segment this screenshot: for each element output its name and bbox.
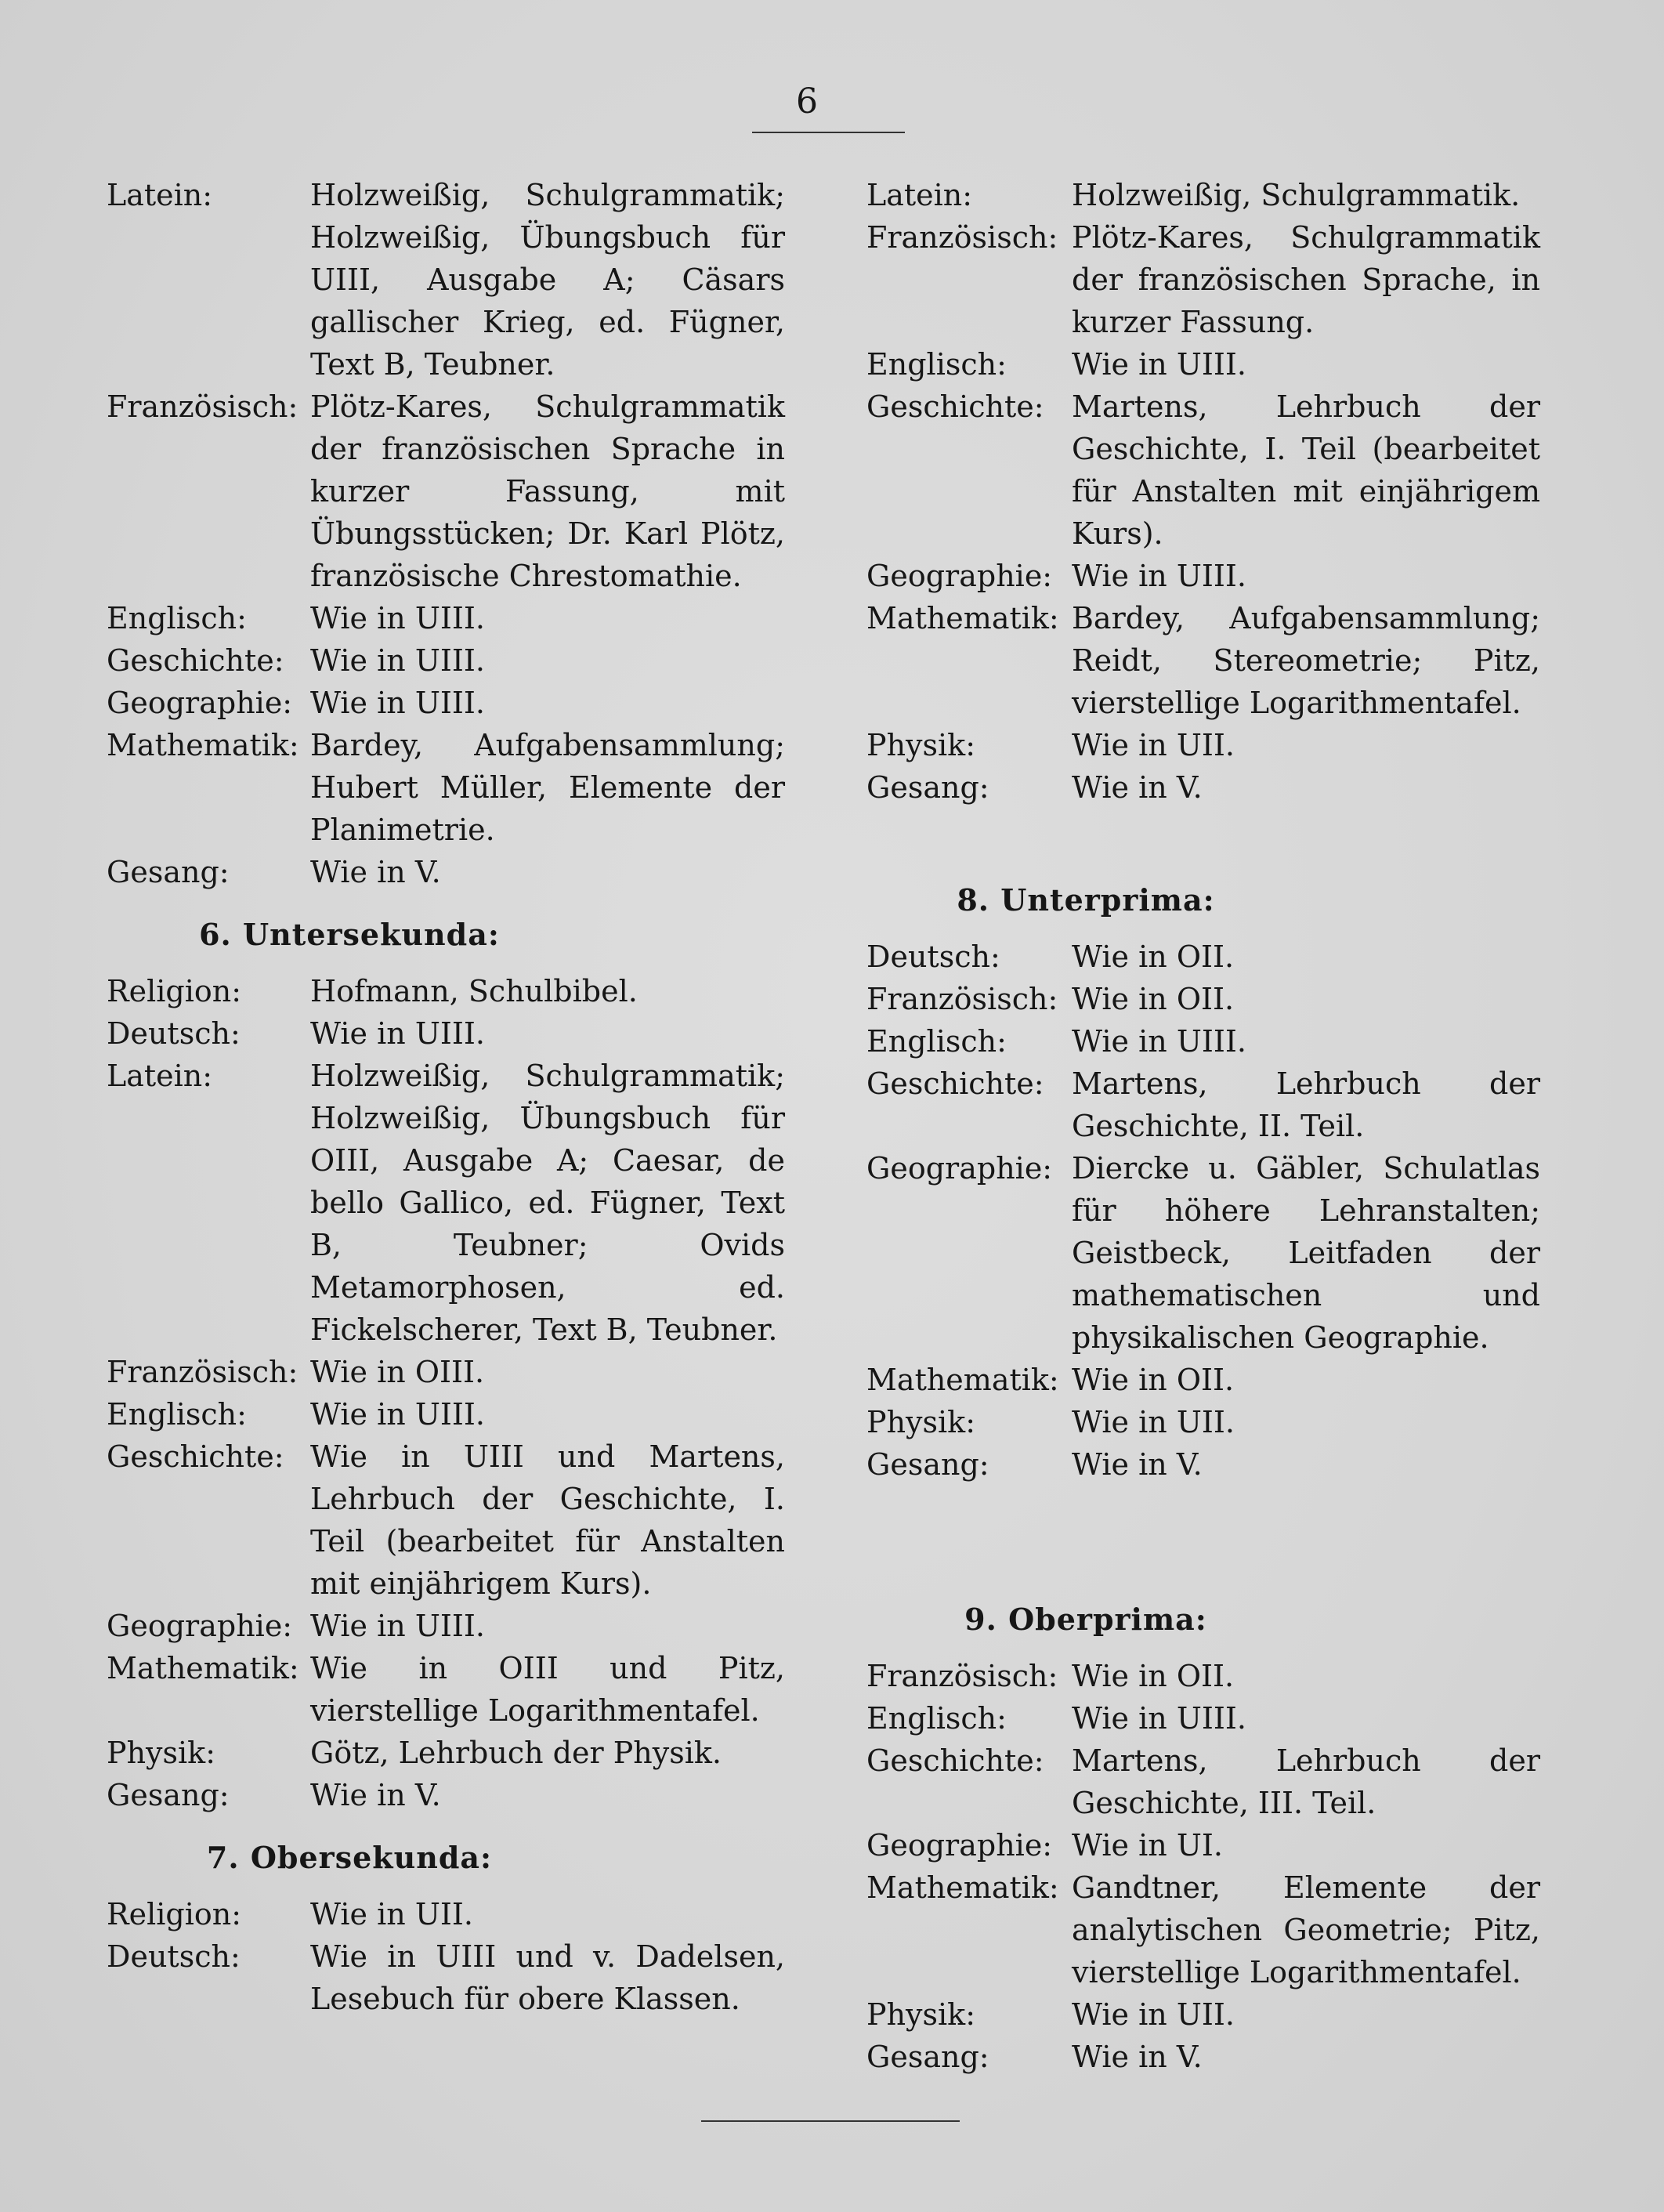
book-entry: [107, 970, 785, 1012]
book-text: Wie in OII.: [1072, 939, 1235, 974]
book-entry: [107, 1393, 785, 1435]
book-text: Wie in UIII.: [310, 1016, 485, 1051]
book-text: Wie in UIII.: [310, 686, 485, 720]
left-column: [107, 174, 785, 2020]
book-text: Wie in OII.: [1072, 1363, 1235, 1397]
book-entry: [866, 1443, 1540, 1486]
book-text: Martens, Lehrbuch der Geschichte, II. Teil.: [1072, 1066, 1540, 1143]
section-heading-untersekunda: 6. Untersekunda:: [199, 917, 500, 952]
book-text: Wie in UIII.: [310, 1397, 485, 1432]
subject-label: Englisch:: [866, 1701, 1007, 1736]
book-entry: [866, 936, 1540, 978]
subject-label: Geschichte:: [107, 1439, 284, 1474]
book-text: Wie in UIII und v. Dadelsen, Lesebuch für obere Klassen.: [310, 1939, 785, 2016]
book-text: Wie in UIII.: [1072, 1024, 1246, 1059]
book-text: Wie in V.: [1072, 770, 1203, 805]
book-text: Wie in OII.: [1072, 1659, 1235, 1693]
book-text: Wie in UII.: [1072, 1405, 1235, 1439]
book-text: Bardey, Aufgabensammlung; Hubert Müller, Elemente der Planimetrie.: [310, 728, 785, 847]
subject-label: Französisch:: [866, 982, 1058, 1016]
header-rule: [752, 132, 905, 133]
book-text: Wie in OIII.: [310, 1355, 485, 1389]
book-text: Wie in UIII.: [310, 601, 485, 635]
book-entry: [107, 682, 785, 724]
book-entry: [107, 1012, 785, 1055]
subject-label: Englisch:: [866, 347, 1007, 382]
book-text: Wie in V.: [310, 855, 441, 889]
book-text: Wie in UII.: [1072, 1997, 1235, 2032]
book-text: Diercke u. Gäbler, Schulatlas für höhere Lehranstalten; Geistbeck, Leitfaden der mathematischen und physikalischen Geographie.: [1072, 1151, 1540, 1355]
book-text: Holzweißig, Schulgrammatik; Holzweißig, Übungsbuch für OIII, Ausgabe A; Caesar, de bello Gallico, ed. Fügner, Text B, Teubner; Ovids Metamorphosen, ed. Fickelscherer, Text B, Teubner.: [310, 1059, 785, 1347]
book-entry: [866, 343, 1540, 386]
book-entry: [866, 1147, 1540, 1359]
subject-label: Mathematik:: [107, 1651, 299, 1685]
book-entry: [866, 1993, 1540, 2036]
subject-label: Französisch:: [866, 220, 1058, 255]
subject-label: Gesang:: [866, 770, 989, 805]
subject-label: Deutsch:: [107, 1016, 241, 1051]
left-top-list: [107, 174, 785, 893]
section-heading-unterprima: 8. Unterprima:: [957, 882, 1215, 918]
book-text: Hofmann, Schulbibel.: [310, 974, 638, 1008]
book-entry: [866, 1020, 1540, 1063]
book-text: Wie in UIII.: [1072, 559, 1246, 593]
subject-label: Religion:: [107, 974, 242, 1008]
book-entry: [866, 978, 1540, 1020]
right-top-list: [866, 174, 1540, 809]
subject-label: Französisch:: [866, 1659, 1058, 1693]
subject-label: Physik:: [107, 1736, 215, 1770]
book-text: Gandtner, Elemente der analytischen Geometrie; Pitz, vierstellige Logarithmentafel.: [1072, 1870, 1540, 1989]
subject-label: Geschichte:: [866, 1743, 1044, 1778]
spacer: [866, 1486, 1540, 1578]
subject-label: Englisch:: [107, 1397, 247, 1432]
obersekunda-list: [107, 1893, 785, 2020]
subject-label: Französisch:: [107, 389, 298, 424]
section-heading-obersekunda: 7. Obersekunda:: [206, 1840, 493, 1875]
subject-label: Französisch:: [107, 1355, 298, 1389]
book-entry: [107, 1647, 785, 1732]
right-column: [866, 174, 1540, 2078]
book-text: Wie in UIII.: [310, 643, 485, 678]
book-text: Wie in UII.: [310, 1897, 473, 1931]
book-entry: [866, 597, 1540, 724]
book-entry: [107, 386, 785, 597]
book-entry: [107, 1732, 785, 1774]
book-text: Wie in UIII.: [1072, 1701, 1246, 1736]
book-text: Wie in UIII und Martens, Lehrbuch der Geschichte, I. Teil (bearbeitet für Anstalten mit einjährigem Kurs).: [310, 1439, 785, 1601]
subject-label: Geographie:: [866, 1828, 1053, 1863]
subject-label: Gesang:: [107, 855, 230, 889]
subject-label: Geographie:: [107, 1609, 293, 1643]
book-text: Wie in OIII und Pitz, vierstellige Logarithmentafel.: [310, 1651, 785, 1728]
book-entry: [866, 1740, 1540, 1824]
subject-label: Mathematik:: [866, 1870, 1059, 1905]
book-text: Wie in UIII.: [1072, 347, 1246, 382]
book-entry: [866, 216, 1540, 343]
book-entry: [866, 2036, 1540, 2078]
subject-label: Physik:: [866, 1997, 975, 2032]
book-entry: [866, 1401, 1540, 1443]
spacer: [866, 809, 1540, 859]
book-entry: [107, 639, 785, 682]
book-text: Wie in OII.: [1072, 982, 1235, 1016]
book-text: Wie in V.: [1072, 2040, 1203, 2074]
page-number: 6: [796, 81, 818, 121]
subject-label: Deutsch:: [866, 939, 1000, 974]
book-entry: [107, 597, 785, 639]
book-entry: [866, 386, 1540, 555]
unterprima-list: [866, 936, 1540, 1486]
book-entry: [866, 1655, 1540, 1697]
subject-label: Geographie:: [107, 686, 293, 720]
book-entry: [866, 1359, 1540, 1401]
subject-label: Englisch:: [107, 601, 247, 635]
subject-label: Physik:: [866, 1405, 975, 1439]
book-text: Holzweißig, Schulgrammatik.: [1072, 178, 1521, 212]
book-entry: [107, 1055, 785, 1351]
book-entry: [107, 724, 785, 851]
subject-label: Deutsch:: [107, 1939, 241, 1974]
subject-label: Mathematik:: [866, 1363, 1059, 1397]
book-text: Plötz-Kares, Schulgrammatik der französischen Sprache in kurzer Fassung, mit Übungsstücken; Dr. Karl Plötz, französische Chrestomathie.: [310, 389, 785, 593]
book-entry: [107, 1605, 785, 1647]
book-entry: [866, 724, 1540, 766]
subject-label: Geschichte:: [866, 1066, 1044, 1101]
section-heading-oberprima: 9. Oberprima:: [964, 1602, 1207, 1637]
book-entry: [866, 1866, 1540, 1993]
book-entry: [107, 851, 785, 893]
book-entry: [866, 1697, 1540, 1740]
subject-label: Gesang:: [866, 1447, 989, 1482]
book-text: Wie in V.: [1072, 1447, 1203, 1482]
book-entry: [107, 1435, 785, 1605]
book-text: Götz, Lehrbuch der Physik.: [310, 1736, 722, 1770]
book-text: Martens, Lehrbuch der Geschichte, I. Teil (bearbeitet für Anstalten mit einjährigem Kurs).: [1072, 389, 1540, 551]
book-entry: [107, 1351, 785, 1393]
subject-label: Mathematik:: [866, 601, 1059, 635]
oberprima-list: [866, 1655, 1540, 2078]
subject-label: Geschichte:: [107, 643, 284, 678]
book-entry: [866, 766, 1540, 809]
book-entry: [107, 1893, 785, 1935]
subject-label: Geographie:: [866, 559, 1053, 593]
book-text: Wie in V.: [310, 1778, 441, 1812]
book-text: Bardey, Aufgabensammlung; Reidt, Stereometrie; Pitz, vierstellige Logarithmentafel.: [1072, 601, 1540, 720]
subject-label: Geschichte:: [866, 389, 1044, 424]
footer-rule: [701, 2120, 960, 2122]
book-text: Plötz-Kares, Schulgrammatik der französischen Sprache, in kurzer Fassung.: [1072, 220, 1540, 339]
book-text: Martens, Lehrbuch der Geschichte, III. Teil.: [1072, 1743, 1540, 1820]
book-entry: [866, 555, 1540, 597]
book-text: Wie in UIII.: [310, 1609, 485, 1643]
book-entry: [107, 1935, 785, 2020]
book-entry: [107, 174, 785, 386]
subject-label: Mathematik:: [107, 728, 299, 762]
book-entry: [866, 174, 1540, 216]
subject-label: Gesang:: [866, 2040, 989, 2074]
book-text: Holzweißig, Schulgrammatik; Holzweißig, Übungsbuch für UIII, Ausgabe A; Cäsars gallischer Krieg, ed. Fügner, Text B, Teubner.: [310, 178, 785, 382]
book-text: Wie in UI.: [1072, 1828, 1223, 1863]
subject-label: Latein:: [107, 1059, 213, 1093]
book-entry: [866, 1824, 1540, 1866]
subject-label: Geographie:: [866, 1151, 1053, 1186]
book-text: Wie in UII.: [1072, 728, 1235, 762]
book-entry: [107, 1774, 785, 1816]
subject-label: Englisch:: [866, 1024, 1007, 1059]
book-entry: [866, 1063, 1540, 1147]
subject-label: Gesang:: [107, 1778, 230, 1812]
subject-label: Latein:: [107, 178, 213, 212]
subject-label: Religion:: [107, 1897, 242, 1931]
subject-label: Physik:: [866, 728, 975, 762]
subject-label: Latein:: [866, 178, 973, 212]
untersekunda-list: [107, 970, 785, 1816]
